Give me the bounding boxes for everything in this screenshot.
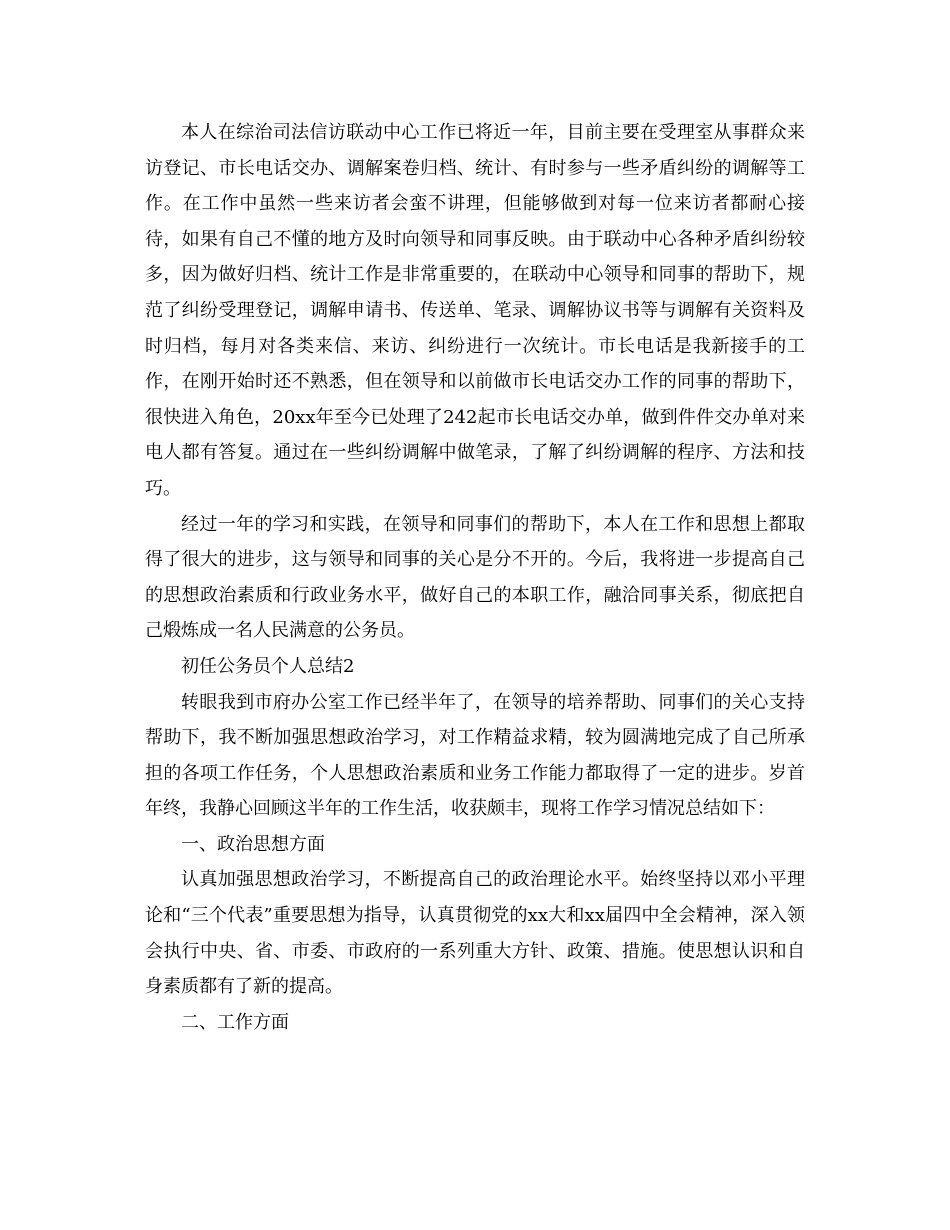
paragraph-intro-half-year: 转眼我到市府办公室工作已经半年了，在领导的培养帮助、同事们的关心支持帮助下，我不断加强思想政治学习，对工作精益求精，较为圆满地完成了自己所承担的各项工作任务，个人思想政治素质和业务工作能力都取得了一定的进步。岁首年终，我静心回顾这半年的工作生活，收获颇丰，现将工作学习情况总结如下： bbox=[145, 691, 805, 820]
section-title-summary-2: 初任公务员个人总结2 bbox=[181, 655, 355, 677]
paragraph-progress-summary: 经过一年的学习和实践，在领导和同事们的帮助下，本人在工作和思想上都取得了很大的进步，这与领导和同事的关心是分不开的。今后，我将进一步提高自己的思想政治素质和行政业务水平，做好自己的本职工作，融洽同事关系，彻底把自己煅炼成一名人民满意的公务员。 bbox=[145, 513, 805, 642]
document-body bbox=[145, 115, 805, 1040]
paragraph-political-study: 认真加强思想政治学习，不断提高自己的政治理论水平。始终坚持以邓小平理论和“三个代表”重要思想为指导，认真贯彻党的xx大和xx届四中全会精神，深入领会执行中央、省、市委、市政府的一系列重大方针、政策、措施。使思想认识和自身素质都有了新的提高。 bbox=[145, 869, 805, 998]
paragraph-work-review: 本人在综治司法信访联动中心工作已将近一年，目前主要在受理室从事群众来访登记、市长电话交办、调解案卷归档、统计、有时参与一些矛盾纠纷的调解等工作。在工作中虽然一些来访者会蛮不讲理，但能够做到对每一位来访者都耐心接待，如果有自己不懂的地方及时向领导和同事反映。由于联动中心各种矛盾纠纷较多，因为做好归档、统计工作是非常重要的，在联动中心领导和同事的帮助下，规范了纠纷受理登记，调解申请书、传送单、笔录、调解协议书等与调解有关资料及时归档，每月对各类来信、来访、纠纷进行一次统计。市长电话是我新接手的工作，在刚开始时还不熟悉，但在领导和以前做市长电话交办工作的同事的帮助下，很快进入角色，20xx年至今已处理了242起市长电话交办单，做到件件交办单对来电人都有答复。通过在一些纠纷调解中做笔录，了解了纠纷调解的程序、方法和技巧。 bbox=[145, 122, 805, 499]
heading-work-aspect: 二、工作方面 bbox=[181, 1011, 289, 1033]
heading-political-thought: 一、政治思想方面 bbox=[181, 833, 325, 855]
